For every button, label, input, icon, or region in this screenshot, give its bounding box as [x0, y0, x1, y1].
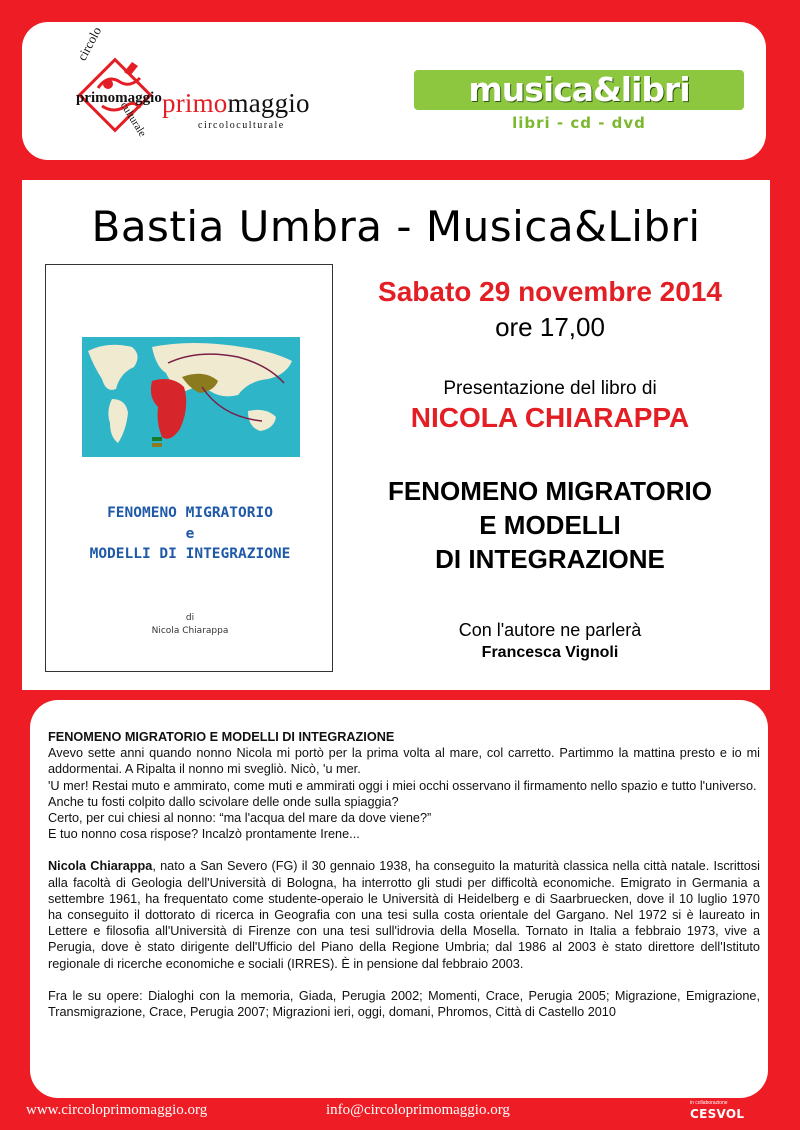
bio-paragraph [48, 858, 760, 971]
book-title-line-1: FENOMENO MIGRATORIO [387, 476, 713, 506]
logo-ring-bottom-text: culturale [117, 100, 149, 139]
musica-libri-subtitle: libri - cd - dvd [512, 114, 646, 132]
description-panel [30, 700, 768, 1098]
musica-libri-title: musica&libri [414, 70, 744, 110]
musica-libri-logo [414, 70, 746, 150]
excerpt-paragraph: E tuo nonno cosa rispose? Incalzò prontamente Irene... [48, 827, 360, 842]
event-panel [22, 180, 770, 690]
excerpt-paragraph: Anche tu fosti colpito dallo scivolare delle onde sulla spiaggia? [48, 794, 399, 809]
description-heading: FENOMENO MIGRATORIO E MODELLI DI INTEGRAZIONE [48, 730, 395, 744]
logo-wordmark-primo: primo [162, 88, 228, 118]
email-link[interactable]: info@circoloprimomaggio.org [326, 1102, 510, 1118]
logo-wordmark-maggio: maggio [227, 88, 310, 118]
website-link[interactable]: www.circoloprimomaggio.org [26, 1102, 208, 1118]
event-date: Sabato 29 novembre 2014 [378, 276, 722, 307]
logo-subtitle: circoloculturale [198, 120, 285, 131]
presentation-label: Presentazione del libro di [443, 378, 657, 399]
header-banner [22, 22, 766, 160]
bio-text: , nato a San Severo (FG) il 30 gennaio 1938, ha conseguito la maturità classica nella città natale. Iscrittosi alla facoltà di Geologia dell'Università di Bologna, ha interrotto gli studi per difficoltà economiche. Emigrato in Germania a settembre 1961, ha frequentato come studente-operaio le Università di Heidelberg e di Saarbruecken, dove il 10 luglio 1970 ha conseguito il dottorato di ricerca in Geografia con una tesi sulla costa orientale del Gargano. Nel 1972 si è laureato in Lettere e filosofia all'Università di Firenze con una tesi sull'idrovia della Mosella. Tornato in Italia a febbraio 1973, vive a Perugia, dove è stato dirigente dell'Ufficio del Piano della Regione Umbria; dal 1986 al 2003 è stato direttore dell'Istituto regionale di ricerche economiche e sociali (IRRES). È in pensione dal febbraio 2003. [48, 859, 760, 971]
speaker-label: Con l'autore ne parlerà [458, 620, 642, 640]
logo-wordmark [162, 88, 310, 119]
author-name: NICOLA CHIARAPPA [410, 402, 690, 433]
cover-title-line-2: e [185, 526, 195, 542]
primomaggio-logo [54, 24, 334, 152]
event-time: ore 17,00 [495, 312, 605, 342]
spacer [48, 972, 760, 988]
cesvol-logo-icon [690, 1100, 750, 1124]
world-map-illustration-icon [82, 337, 300, 457]
cover-author: Nicola Chiarappa [151, 626, 229, 636]
description-body [48, 729, 760, 1020]
speaker-name: Francesca Vignoli [481, 644, 619, 661]
book-title-line-3: DI INTEGRAZIONE [435, 544, 665, 574]
cover-by: di [185, 613, 195, 623]
book-title-line-2: E MODELLI [479, 510, 621, 540]
works-paragraph: Fra le su opere: Dialoghi con la memoria, Giada, Perugia 2002; Momenti, Crace, Perugia 2005; Migrazione, Emigrazione, Transmigrazione, Crace, Perugia 2007; Migrazioni ieri, oggi, domani, Phromos, Città di Castello 2010 [48, 988, 760, 1020]
event-title: Bastia Umbra - Musica&Libri [91, 202, 701, 251]
cesvol-tagline: in collaborazione [690, 1100, 728, 1106]
excerpt-paragraph: Avevo sette anni quando nonno Nicola mi portò per la prima volta al mare, col carretto. Partimmo la mattina presto e io mi addormentai. A Ripalta il nonno mi svegliò. Nicò, 'u mer. [48, 746, 760, 777]
book-cover [45, 264, 333, 672]
cover-title-line-1: FENOMENO MIGRATORIO [107, 505, 273, 521]
spacer [48, 842, 760, 858]
bio-name: Nicola Chiarappa [48, 859, 153, 874]
excerpt-paragraph: 'U mer! Restai muto e ammirato, come muti e ammirati oggi i miei occhi osservano il firmamento nello spazio e tutto l'universo. [48, 778, 757, 793]
cesvol-name: CESVOL [690, 1107, 745, 1121]
logo-ring-top-text: circolo [74, 24, 105, 64]
logo-ring-middle-text: primomaggio [76, 90, 162, 106]
cover-title-line-3: MODELLI DI INTEGRAZIONE [89, 546, 291, 562]
excerpt-paragraph: Certo, per cui chiesi al nonno: “ma l'acqua del mare da dove viene?” [48, 811, 432, 826]
